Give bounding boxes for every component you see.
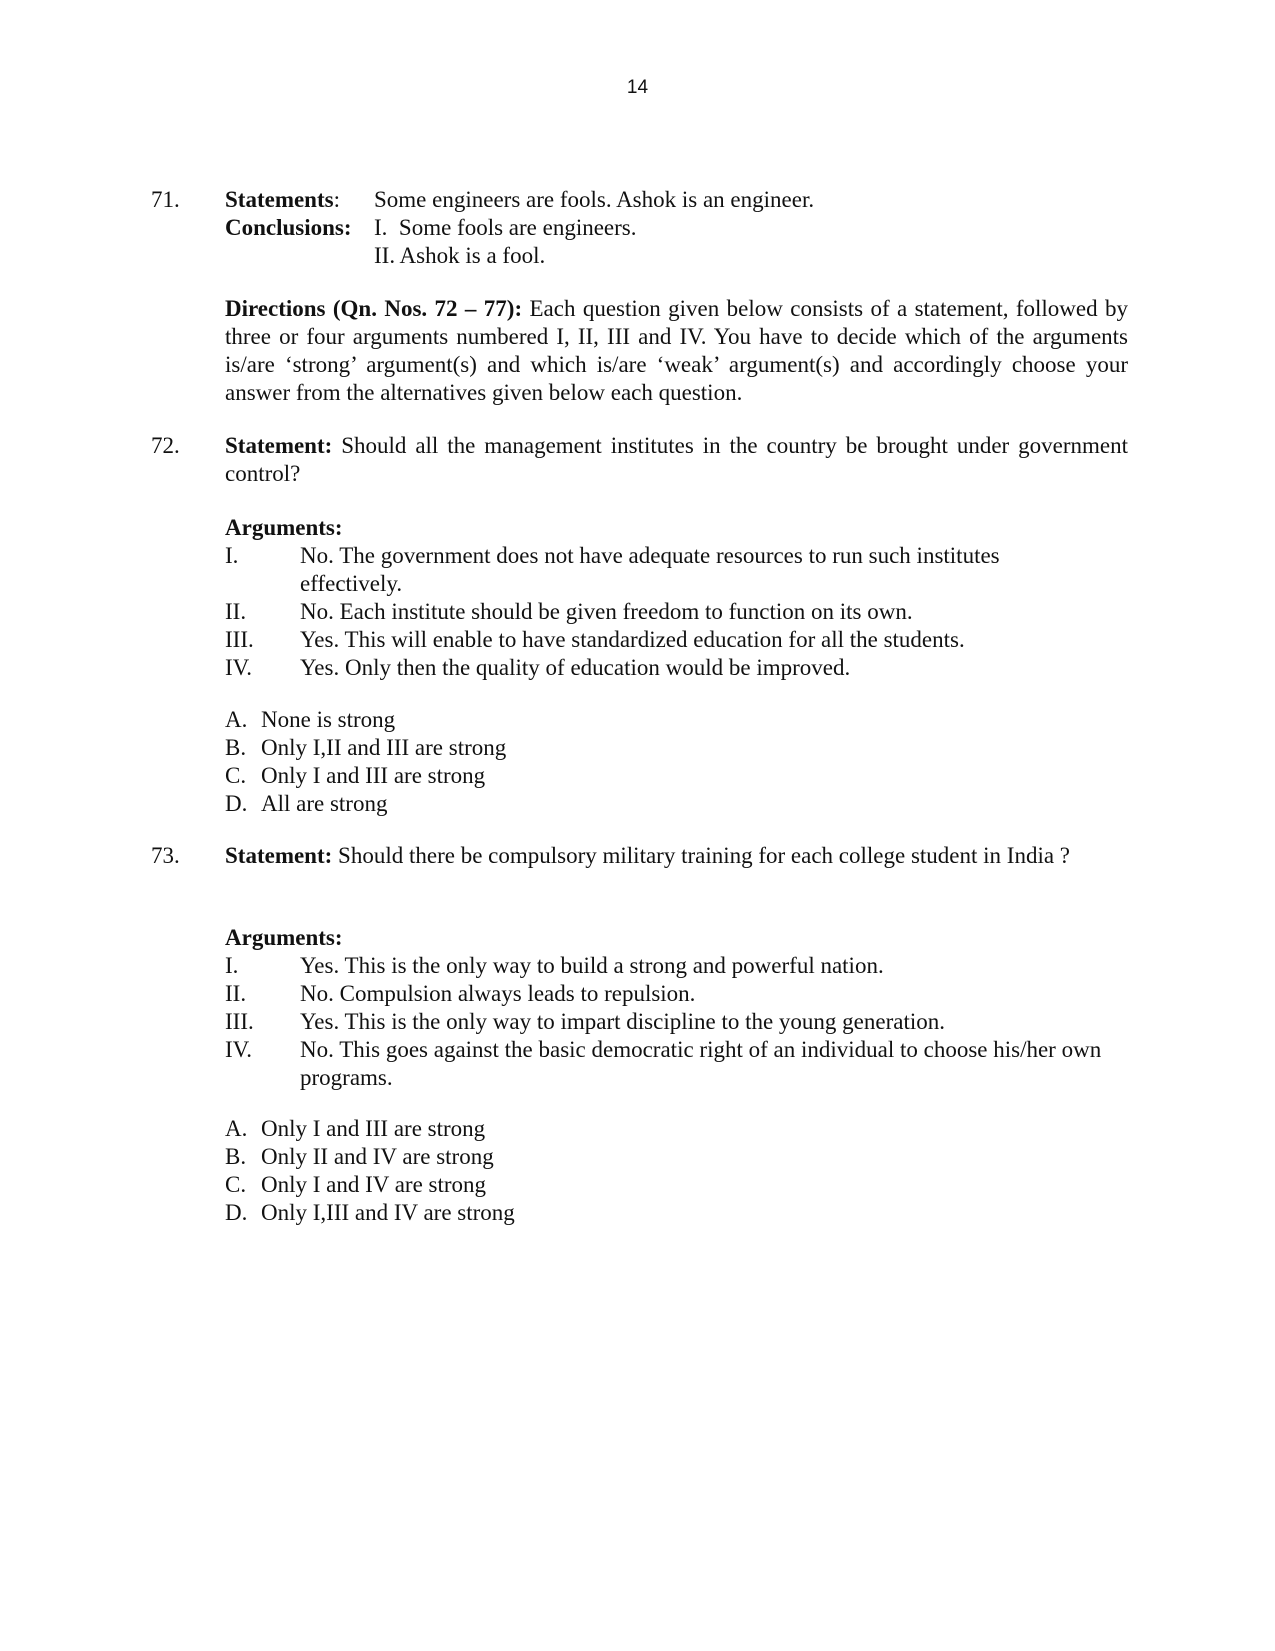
q72-argument-numeral: III. bbox=[225, 627, 254, 652]
q71-statements-colon: : bbox=[333, 187, 340, 212]
q71-conclusions-row bbox=[225, 214, 1128, 242]
q72-option-text: Only I and III are strong bbox=[261, 763, 486, 788]
q73-argument-numeral: III. bbox=[225, 1009, 254, 1034]
q73-option[interactable] bbox=[225, 1143, 1128, 1171]
q73-argument-text: Yes. This is the only way to impart discipline to the young generation. bbox=[300, 1009, 945, 1034]
q72-option-text: Only I,II and III are strong bbox=[261, 735, 507, 760]
q72-statement bbox=[225, 432, 1128, 488]
q73-statement bbox=[225, 842, 1128, 870]
q71-statements-text: Some engineers are fools. Ashok is an engineer. bbox=[374, 187, 815, 212]
q73-options bbox=[225, 1115, 1128, 1227]
q72-option-letter: A. bbox=[225, 707, 248, 732]
q71-conclusion-2: II. Ashok is a fool. bbox=[374, 243, 546, 268]
q73-argument-numeral: I. bbox=[225, 953, 239, 978]
q72-option[interactable] bbox=[225, 706, 1128, 734]
q72-options bbox=[225, 706, 1128, 818]
q71-statements-row bbox=[225, 186, 1128, 214]
q73-statement-label: Statement: bbox=[225, 843, 333, 868]
question-71-number: 71. bbox=[151, 187, 180, 212]
question-73-number: 73. bbox=[151, 843, 180, 868]
q73-option[interactable] bbox=[225, 1199, 1128, 1227]
q72-arguments-label: Arguments: bbox=[225, 515, 343, 540]
q73-argument bbox=[225, 1008, 1128, 1036]
q73-arguments bbox=[225, 924, 1128, 1092]
directions bbox=[225, 295, 1128, 407]
q73-statement-text: Should there be compulsory military training for each college student in India ? bbox=[332, 843, 1071, 868]
q73-argument bbox=[225, 952, 1128, 980]
q73-option-letter: B. bbox=[225, 1144, 247, 1169]
q73-argument-numeral: IV. bbox=[225, 1037, 253, 1062]
q73-option-text: Only I and III are strong bbox=[261, 1116, 486, 1141]
q73-arguments-label: Arguments: bbox=[225, 925, 343, 950]
q71-statements-label: Statements bbox=[225, 187, 334, 212]
q72-argument-text: Yes. This will enable to have standardized education for all the students. bbox=[300, 627, 965, 652]
q72-option[interactable] bbox=[225, 790, 1128, 818]
q72-argument bbox=[225, 626, 1128, 654]
q72-option-letter: B. bbox=[225, 735, 247, 760]
q73-option-text: Only I and IV are strong bbox=[261, 1172, 487, 1197]
q73-option[interactable] bbox=[225, 1115, 1128, 1143]
q71-conclusion-2-row bbox=[225, 242, 1128, 270]
q72-argument-numeral: I. bbox=[225, 543, 239, 568]
q72-arguments bbox=[225, 514, 1128, 682]
q72-argument bbox=[225, 654, 1128, 682]
q71-conclusions-label: Conclusions: bbox=[225, 215, 352, 240]
q72-statement-text: Should all the management institutes in the country be brought under government control? bbox=[225, 433, 1128, 486]
q72-option-letter: D. bbox=[225, 791, 248, 816]
q73-option-text: Only I,III and IV are strong bbox=[261, 1200, 515, 1225]
q73-argument-numeral: II. bbox=[225, 981, 247, 1006]
question-72-number: 72. bbox=[151, 433, 180, 458]
directions-text: Each question given below consists of a statement, followed by three or four arguments numbered I, II, III and IV. You have to decide which of the arguments is/are ‘strong’ argument(s) and which is/are ‘weak’ argument(s) and accordingly choose your answer from the alternatives given below each question. bbox=[225, 296, 1128, 405]
q73-option-text: Only II and IV are strong bbox=[261, 1144, 494, 1169]
q73-argument bbox=[225, 1036, 1128, 1092]
directions-label: Directions (Qn. Nos. 72 – 77): bbox=[225, 296, 523, 321]
q73-argument-text: No. Compulsion always leads to repulsion. bbox=[300, 981, 696, 1006]
q71-statements-label-wrap bbox=[225, 186, 374, 214]
q72-argument-text: Yes. Only then the quality of education would be improved. bbox=[300, 655, 851, 680]
q73-option-letter: C. bbox=[225, 1172, 247, 1197]
q73-argument-text: Yes. This is the only way to build a strong and powerful nation. bbox=[300, 953, 884, 978]
q72-option-text: None is strong bbox=[261, 707, 396, 732]
q72-argument-text: No. Each institute should be given freedom to function on its own. bbox=[300, 599, 913, 624]
q72-option-text: All are strong bbox=[261, 791, 388, 816]
q72-argument-numeral: IV. bbox=[225, 655, 253, 680]
question-71 bbox=[225, 186, 1128, 270]
q73-argument bbox=[225, 980, 1128, 1008]
q72-argument-text: No. The government does not have adequate resources to run such institutes effectively. bbox=[300, 543, 1000, 596]
q71-conclusion-1: I. Some fools are engineers. bbox=[374, 215, 637, 240]
q73-option-letter: A. bbox=[225, 1116, 248, 1141]
q73-option-letter: D. bbox=[225, 1200, 248, 1225]
q72-argument bbox=[225, 542, 1128, 598]
q72-option[interactable] bbox=[225, 762, 1128, 790]
q73-option[interactable] bbox=[225, 1171, 1128, 1199]
q72-option-letter: C. bbox=[225, 763, 247, 788]
q71-spacer bbox=[225, 242, 374, 270]
q72-argument bbox=[225, 598, 1128, 626]
q72-argument-numeral: II. bbox=[225, 599, 247, 624]
q73-argument-text: No. This goes against the basic democratic right of an individual to choose his/her own programs. bbox=[300, 1037, 1102, 1090]
page-number: 14 bbox=[626, 77, 649, 98]
q72-option[interactable] bbox=[225, 734, 1128, 762]
q72-statement-label: Statement: bbox=[225, 433, 333, 458]
